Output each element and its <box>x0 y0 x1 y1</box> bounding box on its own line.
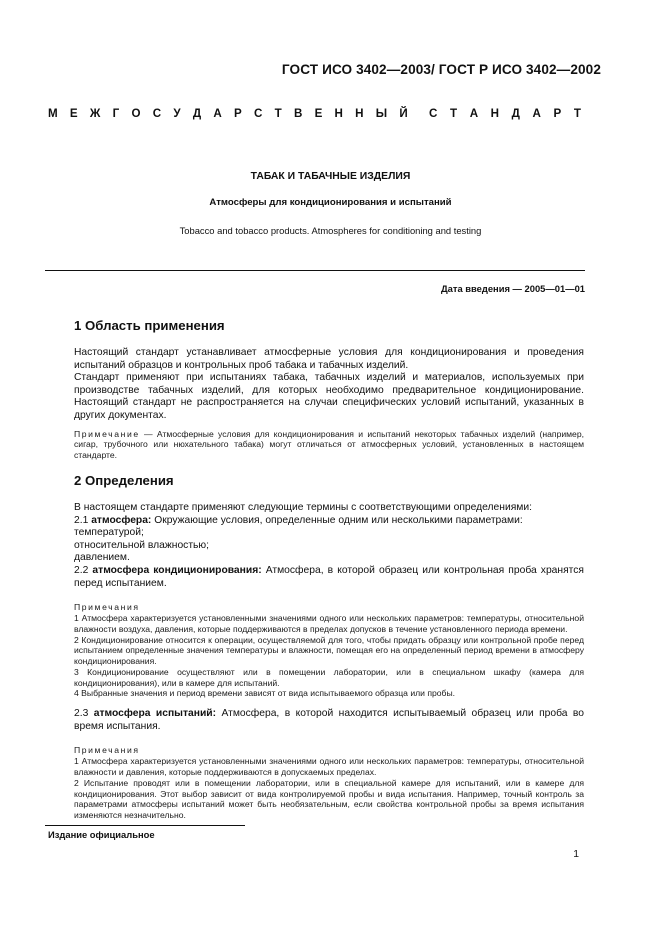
letter: Д <box>192 107 202 120</box>
definition-2-1 <box>74 515 584 528</box>
letter: С <box>152 107 162 120</box>
definition-term: атмосфера: <box>91 514 152 526</box>
introduction-date: Дата введения — 2005—01—01 <box>440 283 585 294</box>
notes-block <box>74 602 584 699</box>
note-text: — Атмосферные условия для кондиционирования и испытаний некоторых табачных изделий (например, сигар, трубочного или нюхательного табака) могут отличаться от атмосферных условий, установленных в настоящем стандарте. <box>74 428 584 461</box>
interstate-word <box>48 107 408 120</box>
letter: У <box>173 107 181 120</box>
letter: Т <box>449 107 458 120</box>
note-item: 1 Атмосфера характеризуется установленными значениями одного или нескольких параметров: температуры, относительной влажности и давления, которые поддерживаются в допускаемых пределах. <box>74 756 584 778</box>
interstate-standard-heading <box>48 107 581 120</box>
standard-code: ГОСТ ИСО 3402—2003/ ГОСТ Р ИСО 3402—2002 <box>281 62 601 77</box>
letter: Ж <box>89 107 101 120</box>
definition-2-3 <box>74 708 584 733</box>
letter: Е <box>69 107 78 120</box>
definition-term: атмосфера кондиционирования: <box>92 564 262 576</box>
paragraph <box>74 347 584 372</box>
definition-number: 2.3 <box>74 708 94 720</box>
letter: М <box>48 107 58 120</box>
letter: А <box>469 107 479 120</box>
note-item: 2 Кондиционирование относится к операции, осуществляемой для того, чтобы придать образцу или контрольной пробе перед испытанием определенные значения температуры и влажности, помещая его на определенный период времени в атмосферу кондиционирования. <box>74 634 584 667</box>
letter: О <box>131 107 141 120</box>
page-number: 1 <box>573 849 579 860</box>
notes-block <box>74 745 584 821</box>
document-title: ТАБАК И ТАБАЧНЫЕ ИЗДЕЛИЯ <box>250 171 411 182</box>
notes-label: Примечания <box>74 602 140 613</box>
definition-text: Атмосфера, в которой находится испытываемый образец или проба во время испытания. <box>74 708 584 732</box>
letter: Н <box>355 107 364 120</box>
section-heading-definitions: 2 Определения <box>74 472 174 488</box>
definition-number: 2.2 <box>74 564 93 576</box>
document-body <box>74 318 584 821</box>
list-item: давлением. <box>74 552 130 564</box>
letter: Н <box>334 107 343 120</box>
letter: А <box>213 107 222 120</box>
letter: С <box>253 107 263 120</box>
note-item: 4 Выбранные значения и период времени зависят от вида испытываемого образца или пробы. <box>74 688 456 699</box>
letter: Д <box>511 107 520 120</box>
list-item: температурой; <box>74 527 144 539</box>
official-edition-label: Издание официальное <box>48 829 155 840</box>
paragraph <box>74 502 584 515</box>
letter: А <box>532 107 541 120</box>
definition-text: Окружающие условия, определенные одним или несколькими параметрами: <box>151 514 523 526</box>
definition-term: атмосфера испытаний: <box>93 708 217 720</box>
notes-label: Примечания <box>74 745 140 756</box>
title-divider <box>45 270 585 271</box>
letter: Т <box>573 107 581 120</box>
note-label: Примечание <box>74 428 140 439</box>
document-subtitle: Атмосферы для кондиционирования и испытаний <box>209 197 452 208</box>
definition-2-2 <box>74 565 584 590</box>
standard-word <box>429 107 581 120</box>
note-item: 3 Кондиционирование осуществляют или в помещении лаборатории, или в специальном шкафу (камера для кондиционирования), или в камере для испытаний. <box>74 666 584 688</box>
letter: Н <box>490 107 500 120</box>
note-item: 2 Испытание проводят или в помещении лаборатории, или в специальной камере для испытаний, или в камере для кондиционирования. Этот выбор зависит от вида контролируемой пробы и вида испытания. Например, точный контроль за параметрами атмосферы испытаний может быть необязательным, если свойства контрольной пробы за время испытания изменяются незначительно. <box>74 777 584 821</box>
letter: Ы <box>375 107 388 120</box>
note <box>74 429 584 461</box>
letter: Е <box>314 107 323 120</box>
paragraph-text: Стандарт применяют при испытаниях табака, табачных изделий и материалов, используемых при производстве табачных изделий, для которых необходимо предварительное кондиционирование. Настоящий стандарт не распространяется на случаи специфических условий испытаний, указанных в других документах. <box>74 372 584 421</box>
letter: С <box>429 107 438 120</box>
paragraph-text: Настоящий стандарт устанавливает атмосферные условия для кондиционирования и проведения испытаний образцов и контрольных проб табака и табачных изделий. <box>74 347 584 371</box>
note-item: 1 Атмосфера характеризуется установленными значениями одного или нескольких параметров: температуры, относительной влажности воздуха, давления, которые поддерживаются в пределах допусков в течение установленного периода времени. <box>74 612 584 634</box>
section-heading-scope: 1 Область применения <box>74 318 225 333</box>
letter: Р <box>553 107 562 120</box>
letter: В <box>293 107 303 120</box>
letter: Р <box>233 107 242 120</box>
letter: Й <box>399 107 408 120</box>
list-item: относительной влажностью; <box>74 539 209 551</box>
paragraph-text: В настоящем стандарте применяют следующие термины с соответствующими определениями: <box>74 501 532 513</box>
english-title: Tobacco and tobacco products. Atmospheres for conditioning and testing <box>179 225 482 236</box>
definition-text: Атмосфера, в которой образец или контрольная проба хранятся перед испытанием. <box>74 564 584 589</box>
letter: Г <box>112 107 120 120</box>
definition-number: 2.1 <box>74 514 92 526</box>
letter: Т <box>274 107 282 120</box>
paragraph <box>74 372 584 422</box>
footer-divider <box>45 825 245 826</box>
